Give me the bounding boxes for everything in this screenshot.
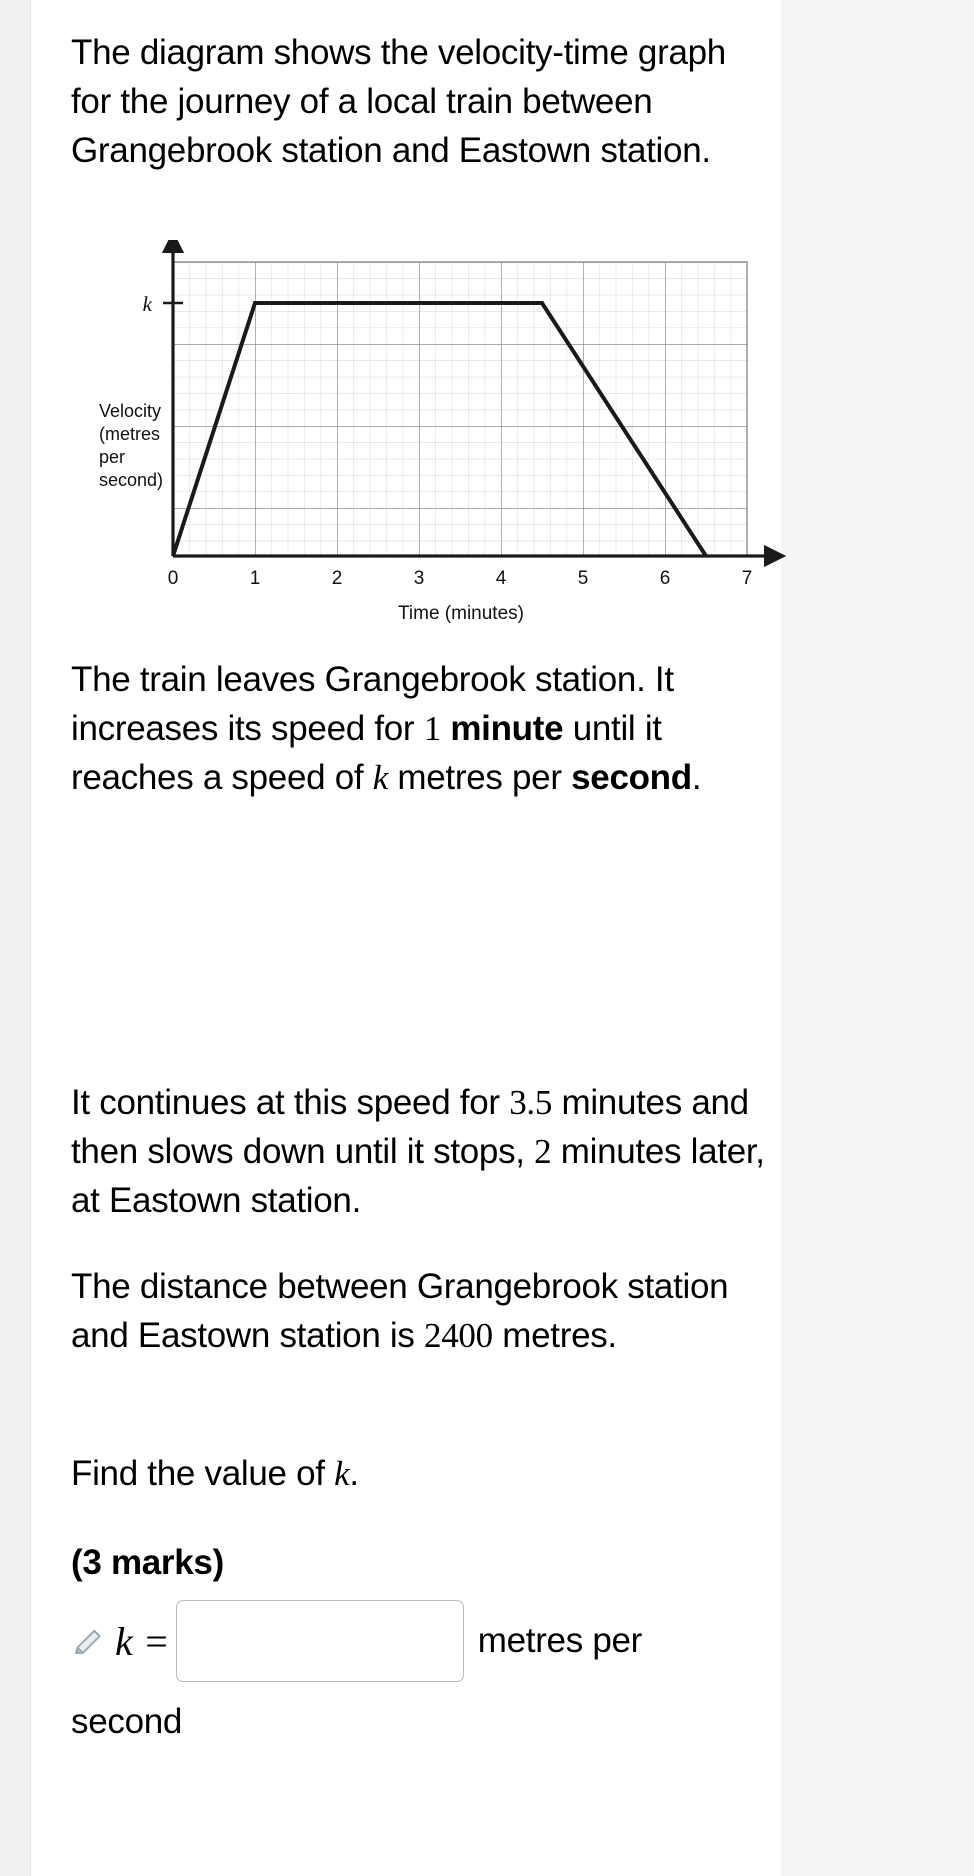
find-post: . bbox=[349, 1454, 359, 1493]
question-body-1 bbox=[71, 655, 771, 802]
y-tick-label-k: k bbox=[142, 292, 152, 316]
body3-number-2400: 2400 bbox=[424, 1316, 493, 1355]
y-axis-title-line4: second) bbox=[99, 470, 164, 490]
body1-end: . bbox=[691, 758, 702, 797]
left-gutter bbox=[0, 0, 31, 1876]
body2-post: minutes later, at Eastown station. bbox=[71, 1132, 765, 1220]
answer-unit-line2: second bbox=[71, 1702, 183, 1741]
grid-major bbox=[173, 262, 747, 556]
velocity-time-graph bbox=[91, 240, 791, 630]
answer-row bbox=[71, 1600, 791, 1682]
y-axis-title-line3: per bbox=[99, 447, 126, 467]
find-pre: Find the value of bbox=[71, 1454, 335, 1493]
body1-bold-second: second bbox=[571, 758, 692, 797]
body1-space1 bbox=[441, 709, 450, 748]
body1-pre: The train leaves Grangebrook station. It increases its speed for bbox=[71, 660, 674, 748]
y-axis-title-line2: (metres bbox=[99, 424, 161, 444]
x-tick-label-0: 0 bbox=[167, 568, 179, 589]
body1-mid: until it reaches a speed of bbox=[71, 709, 662, 797]
scrollbar-track[interactable] bbox=[935, 0, 953, 1876]
pencil-icon bbox=[71, 1624, 105, 1658]
question-card bbox=[31, 0, 781, 1876]
x-tick-label-4: 4 bbox=[495, 568, 507, 589]
body2-number-2: 2 bbox=[534, 1132, 552, 1171]
body1-post: metres per bbox=[387, 758, 572, 797]
answer-prefix: k = bbox=[115, 1618, 170, 1664]
find-variable-k: k bbox=[334, 1454, 350, 1493]
body1-number-1: 1 bbox=[423, 709, 441, 748]
graph-svg bbox=[91, 240, 791, 630]
answer-input[interactable] bbox=[176, 1600, 464, 1682]
marks-label: (3 marks) bbox=[71, 1543, 224, 1582]
question-body-3 bbox=[71, 1262, 771, 1360]
body3-pre: The distance between Grangebrook station and Eastown station is bbox=[71, 1267, 729, 1355]
x-tick-label-5: 5 bbox=[577, 568, 589, 589]
x-tick-label-2: 2 bbox=[331, 568, 343, 589]
body2-mid: minutes and then slows down until it stops, bbox=[71, 1083, 749, 1171]
x-tick-label-6: 6 bbox=[659, 568, 671, 589]
body3-post: metres. bbox=[492, 1316, 617, 1355]
body2-number-35: 3.5 bbox=[509, 1083, 553, 1122]
question-prompt bbox=[71, 1449, 771, 1498]
question-body-2 bbox=[71, 1078, 771, 1225]
question-intro: The diagram shows the velocity-time graph for the journey of a local train between Grangebrook station and Eastown station. bbox=[71, 33, 726, 170]
x-tick-label-1: 1 bbox=[249, 568, 261, 589]
body1-bold-minute: minute bbox=[450, 709, 564, 748]
x-tick-label-3: 3 bbox=[413, 568, 425, 589]
body2-pre: It continues at this speed for bbox=[71, 1083, 510, 1122]
body1-variable-k: k bbox=[372, 758, 388, 797]
answer-unit-line1: metres per bbox=[477, 1621, 643, 1660]
x-tick-label-7: 7 bbox=[741, 568, 753, 589]
y-axis-title-line1: Velocity bbox=[99, 401, 162, 421]
x-axis-title: Time (minutes) bbox=[398, 603, 524, 624]
